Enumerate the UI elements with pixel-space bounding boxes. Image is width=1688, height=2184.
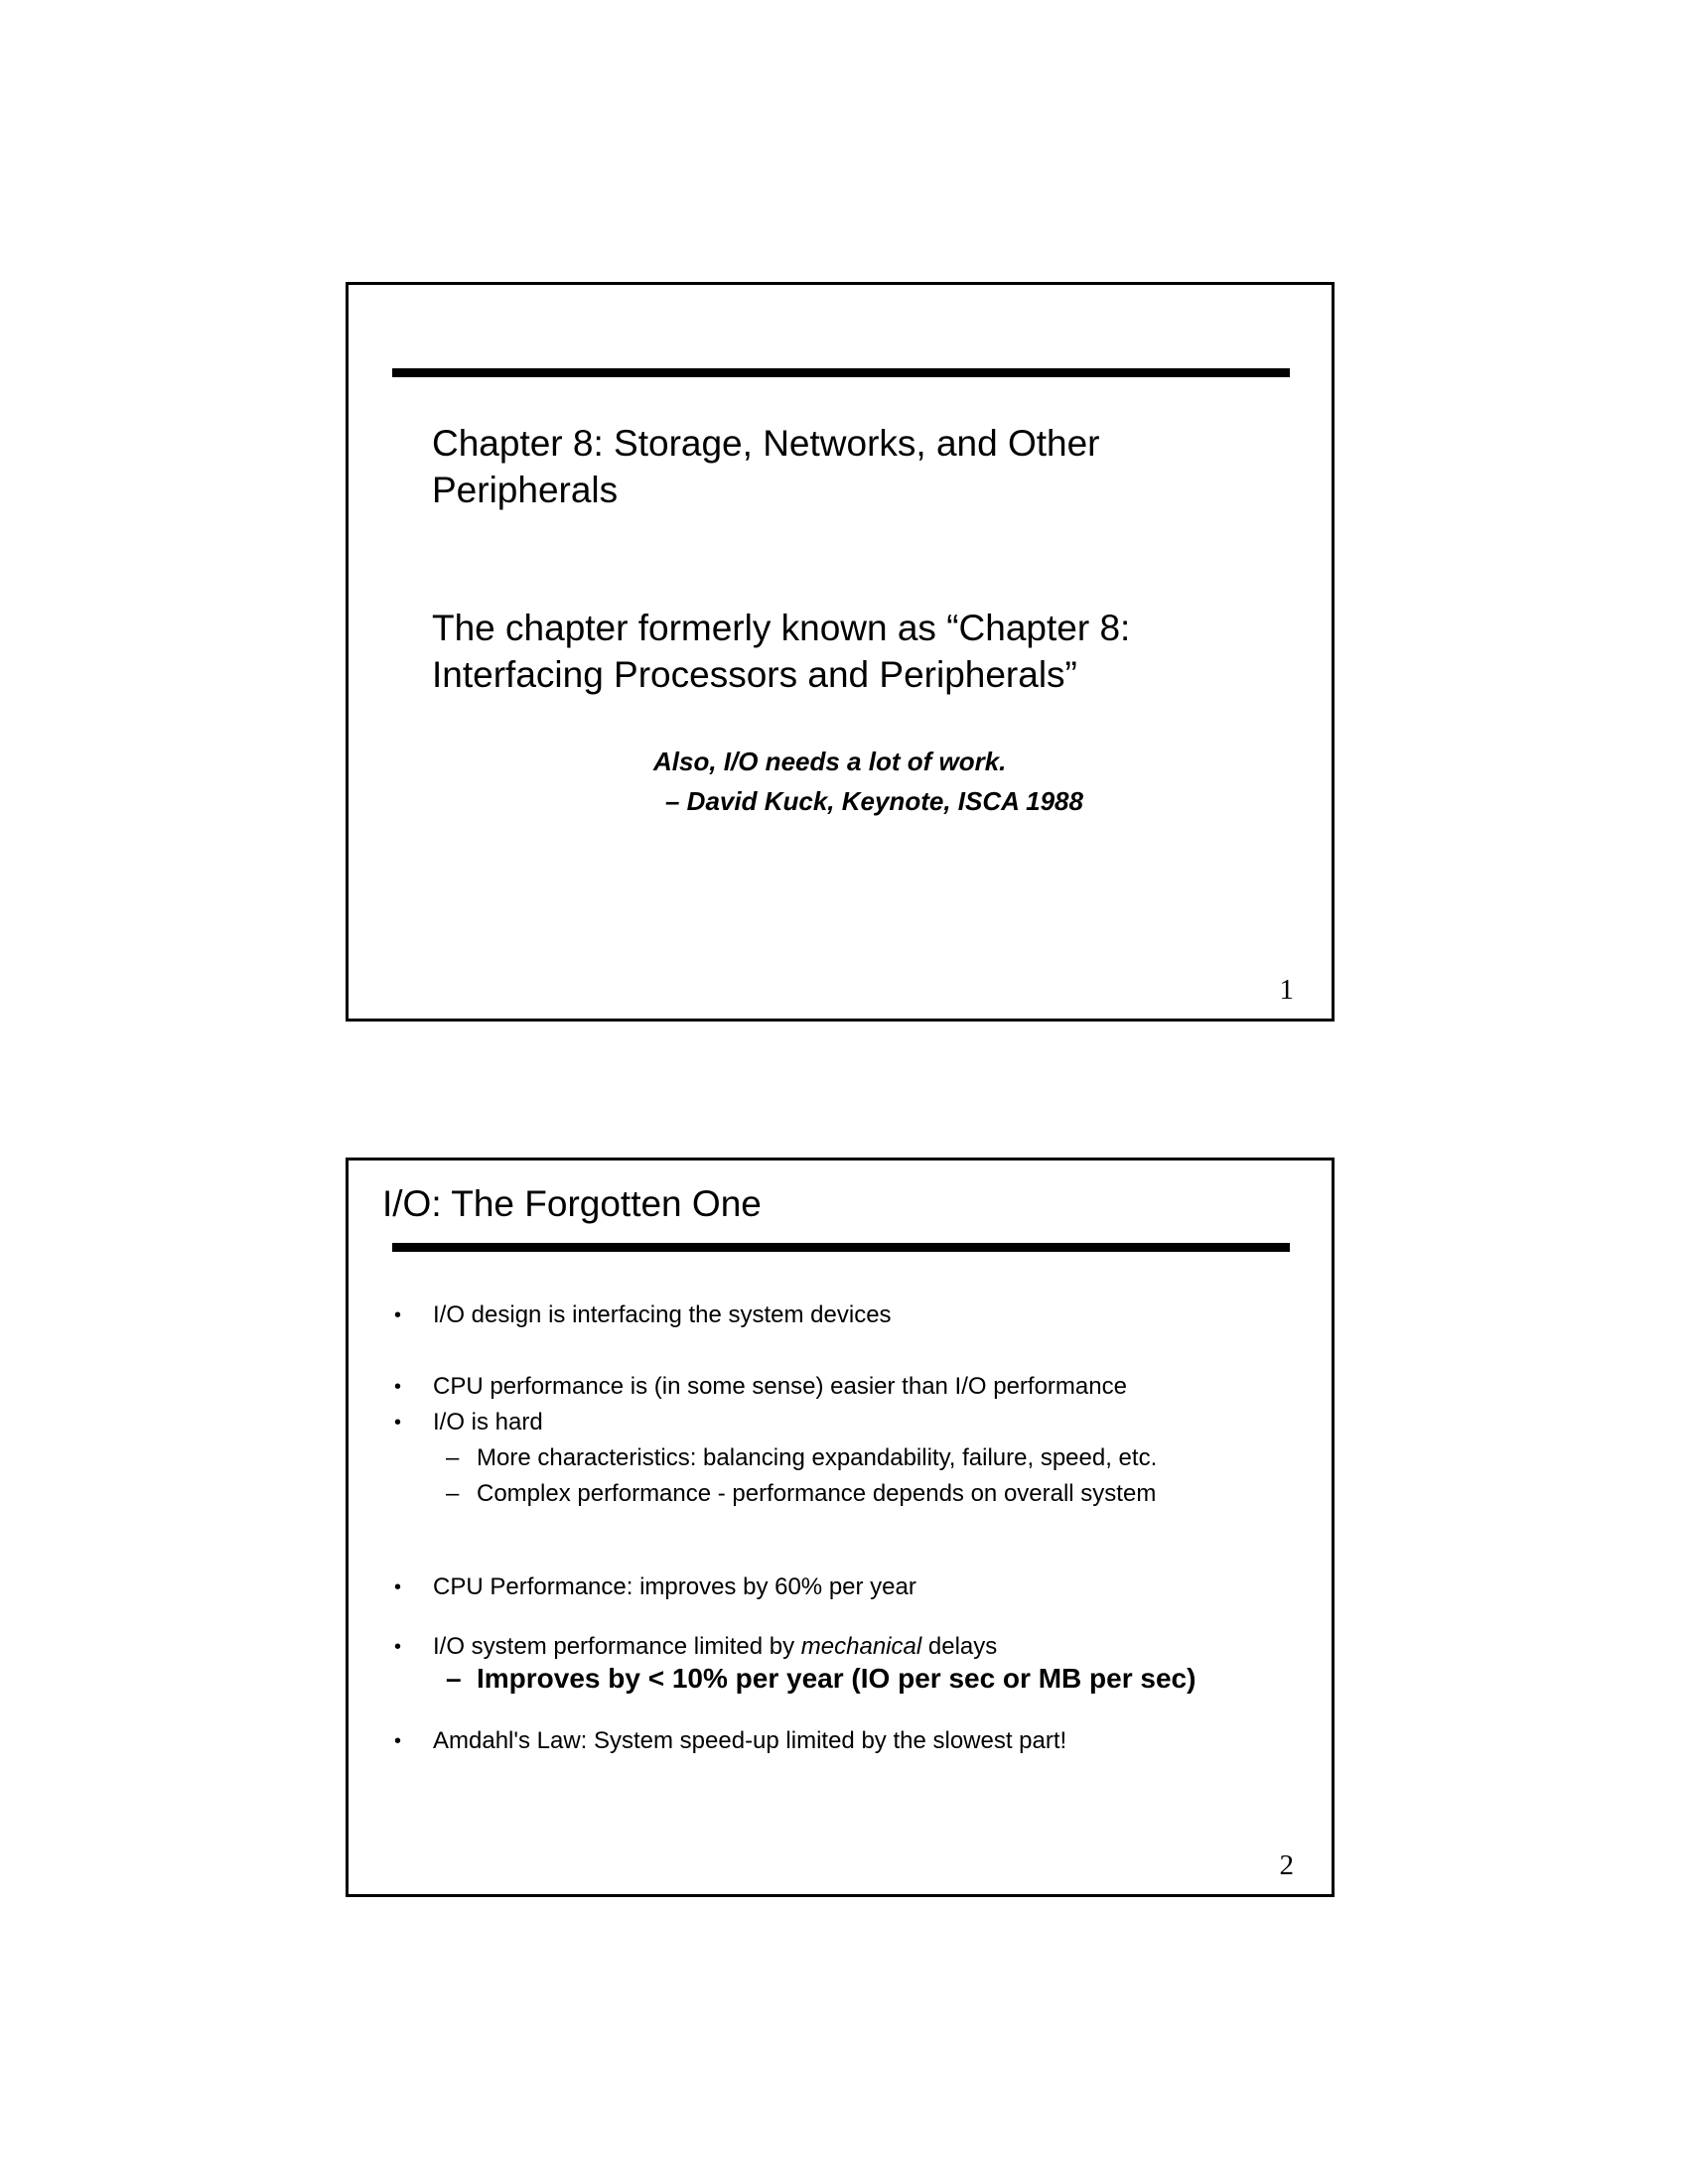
- title-rule: [392, 368, 1290, 377]
- bullet-text: I/O is hard: [433, 1409, 543, 1435]
- sub-bullet-item: [446, 1662, 1196, 1696]
- bullet-marker: •: [394, 1412, 402, 1433]
- chapter-title: Chapter 8: Storage, Networks, and Other Peripherals: [432, 423, 1100, 510]
- bullet-emphasis: mechanical: [800, 1633, 922, 1660]
- sub-bullet-marker: –: [446, 1480, 460, 1507]
- bullet-item: [394, 1300, 892, 1330]
- sub-bullet-item: [446, 1443, 1158, 1473]
- sub-bullet-text: More characteristics: balancing expandability, failure, speed, etc.: [477, 1444, 1158, 1471]
- bullet-marker: •: [394, 1730, 402, 1752]
- bullet-list: [349, 1160, 1332, 1894]
- bullet-marker: •: [394, 1376, 402, 1398]
- bullet-marker: •: [394, 1576, 402, 1598]
- slide-1: [346, 282, 1335, 1022]
- bullet-item: [394, 1632, 998, 1662]
- bullet-text: Amdahl's Law: System speed-up limited by the slowest part!: [433, 1727, 1067, 1754]
- quote-text: Also, I/O needs a lot of work.: [653, 747, 1007, 776]
- slide-2: [346, 1158, 1335, 1897]
- bullet-text: CPU Performance: improves by 60% per year: [433, 1573, 916, 1600]
- bullet-text-tail: delays: [927, 1633, 998, 1660]
- sub-bullet-text: Improves by < 10% per year (IO per sec or MB per sec): [477, 1663, 1196, 1694]
- slide-title: I/O: The Forgotten One: [382, 1183, 762, 1224]
- bullet-marker: •: [394, 1304, 402, 1326]
- bullet-item: [394, 1408, 543, 1437]
- quote-attribution: – David Kuck, Keynote, ISCA 1988: [665, 786, 1083, 816]
- bullet-item: [394, 1372, 1127, 1402]
- quote-block: [653, 742, 1083, 821]
- bullet-text: I/O system performance limited by: [433, 1633, 795, 1660]
- slide-number: 2: [1279, 1849, 1294, 1881]
- bullet-marker: •: [394, 1636, 402, 1658]
- bullet-text: I/O design is interfacing the system devices: [433, 1301, 892, 1328]
- bullet-item: [394, 1572, 916, 1602]
- bullet-item: [394, 1726, 1067, 1756]
- sub-bullet-marker: –: [446, 1444, 460, 1471]
- sub-bullet-marker: –: [446, 1663, 462, 1694]
- slide-number: 1: [1279, 974, 1294, 1006]
- sub-bullet-text: Complex performance - performance depends on overall system: [477, 1480, 1157, 1507]
- bullet-text: CPU performance is (in some sense) easier than I/O performance: [433, 1373, 1127, 1400]
- chapter-subtitle: The chapter formerly known as “Chapter 8: Interfacing Processors and Peripherals”: [432, 608, 1131, 695]
- sub-bullet-item: [446, 1479, 1157, 1509]
